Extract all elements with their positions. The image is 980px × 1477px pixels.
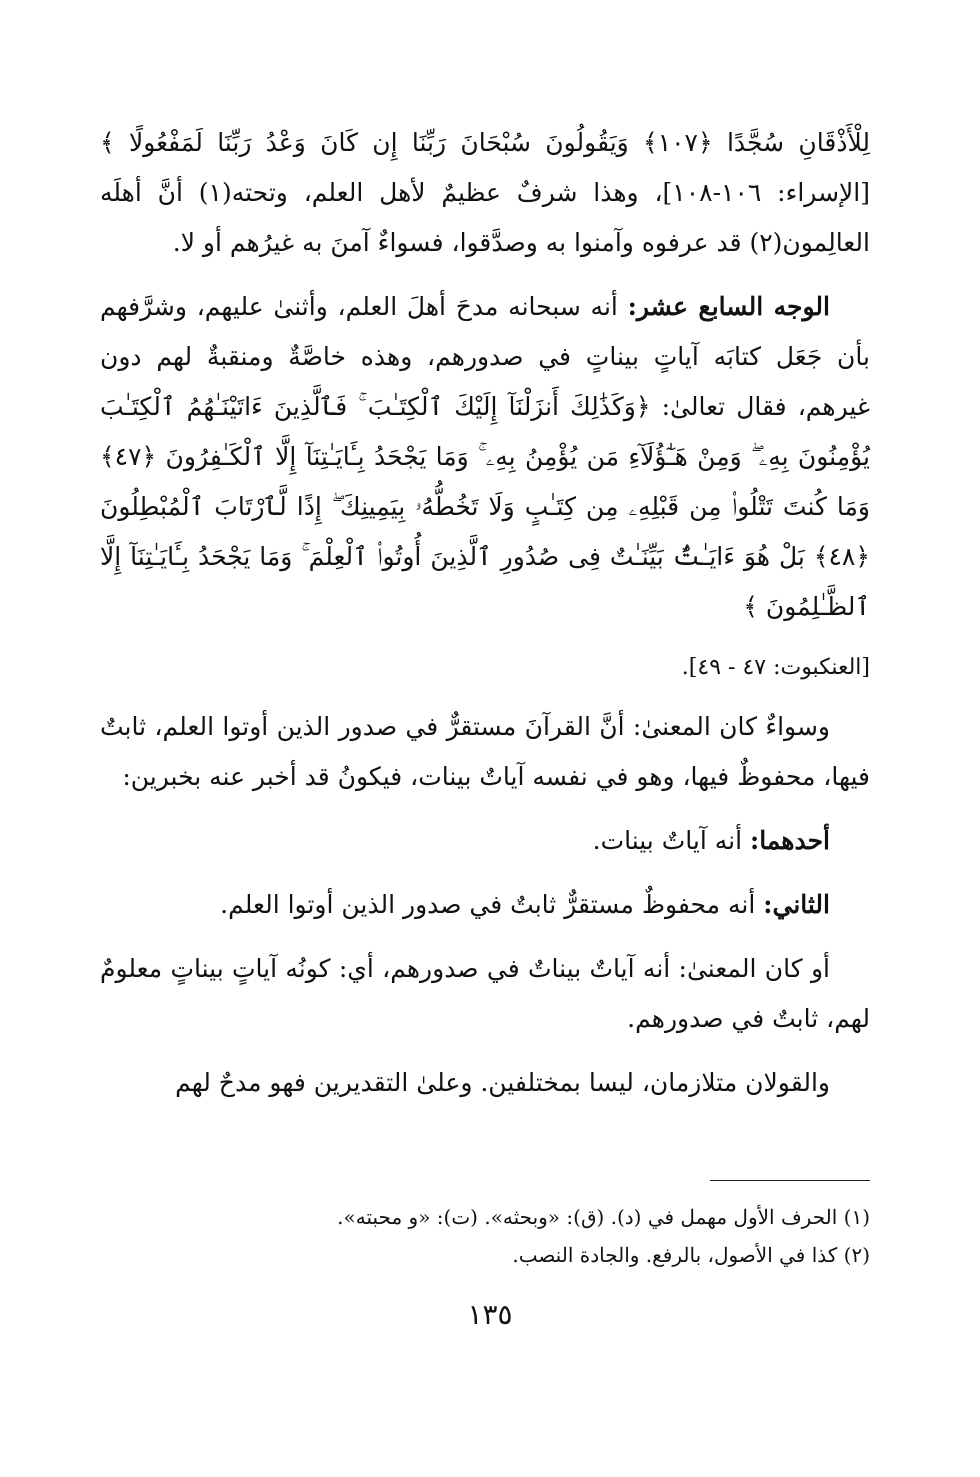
footnote-divider	[710, 1180, 870, 1181]
paragraph-2-text: أنه سبحانه مدحَ أهلَ العلم، وأثنىٰ عليهم، وشرَّفهم بأن جَعَل كتابَه آياتٍ بيناتٍ في صدورهم، وهذه خاصَّةٌ ومنقبةٌ لهم دون غيرهم، فقال تعالىٰ:	[100, 292, 870, 421]
paragraph-7: والقولان متلازمان، ليسا بمختلفين. وعلىٰ التقديرين فهو مدحٌ لهم	[175, 1068, 830, 1097]
paragraph-2	[100, 282, 870, 632]
item-2-label: الثاني:	[763, 890, 830, 919]
paragraph-3: وسواءٌ كان المعنىٰ: أنَّ القرآنَ مستقرٌّ في صدور الذين أوتوا العلم، ثابتٌ فيها، محفوظٌ فيها، وهو في نفسه آياتٌ بينات، فيكونُ قد أخبر عنه بخبرين:	[100, 712, 870, 791]
footnotes	[100, 1198, 870, 1274]
section-heading: الوجه السابع عشر:	[627, 292, 830, 321]
page-number: ١٣٥	[467, 1298, 513, 1331]
paragraph-1: لِلْأَذْقَانِ سُجَّدًا ﴿١٠٧﴾ وَيَقُولُونَ سُبْحَانَ رَبِّنَا إِن كَانَ وَعْدُ رَبِّنَا لَمَفْعُولًا ﴾ [الإسراء: ١٠٦-١٠٨]، وهذا شرفٌ عظيمٌ لأهل العلم، وتحته(١) أنَّ أهلَه العالِمون(٢) قد عرفوه وآمنوا به وصدَّقوا، فسواءٌ آمنَ به غيرُهم أو لا.	[100, 128, 870, 257]
paragraph-4	[100, 816, 870, 866]
footnote-1: (١) الحرف الأول مهمل في (د). (ق): «وبحثه». (ت): «و محبته».	[337, 1205, 870, 1229]
item-1-text: أنه آياتٌ بينات.	[592, 826, 743, 855]
quran-verse: ﴿وَكَذَٰلِكَ أَنزَلْنَآ إِلَيْكَ ٱلْكِتَـٰبَ ۚ فَٱلَّذِينَ ءَاتَيْنَـٰهُمُ ٱلْكِتَـٰبَ يُؤْمِنُونَ بِهِۦ ۖ وَمِنْ هَـٰٓؤُلَآءِ مَن يُؤْمِنُ بِهِۦ ۚ وَمَا يَجْحَدُ بِـَٔايَـٰتِنَآ إِلَّا ٱلْكَـٰفِرُونَ ﴿٤٧﴾ وَمَا كُنتَ تَتْلُوا۟ مِن قَبْلِهِۦ مِن كِتَـٰبٍ وَلَا تَخُطُّهُۥ بِيَمِينِكَ ۖ إِذًا لَّٱرْتَابَ ٱلْمُبْطِلُونَ ﴿٤٨﴾ بَلْ هُوَ ءَايَـٰتٌۢ بَيِّنَـٰتٌ فِى صُدُورِ ٱلَّذِينَ أُوتُوا۟ ٱلْعِلْمَ ۚ وَمَا يَجْحَدُ بِـَٔايَـٰتِنَآ إِلَّا ٱلظَّـٰلِمُونَ ﴾	[100, 392, 870, 621]
item-2-text: أنه محفوظٌ مستقرٌّ ثابتٌ في صدور الذين أوتوا العلم.	[220, 890, 756, 919]
verse-citation: [العنكبوت: ٤٧ - ٤٩].	[681, 655, 870, 680]
footnote-2: (٢) كذا في الأصول، بالرفع. والجادة النصب.	[512, 1243, 870, 1267]
paragraph-6: أو كان المعنىٰ: أنه آياتٌ بيناتٌ في صدورهم، أي: كونُه آياتٍ بيناتٍ معلومٌ لهم، ثابتٌ في صدورهم.	[100, 954, 870, 1033]
item-1-label: أحدهما:	[749, 826, 830, 855]
main-text	[100, 118, 870, 1122]
paragraph-5	[100, 880, 870, 930]
